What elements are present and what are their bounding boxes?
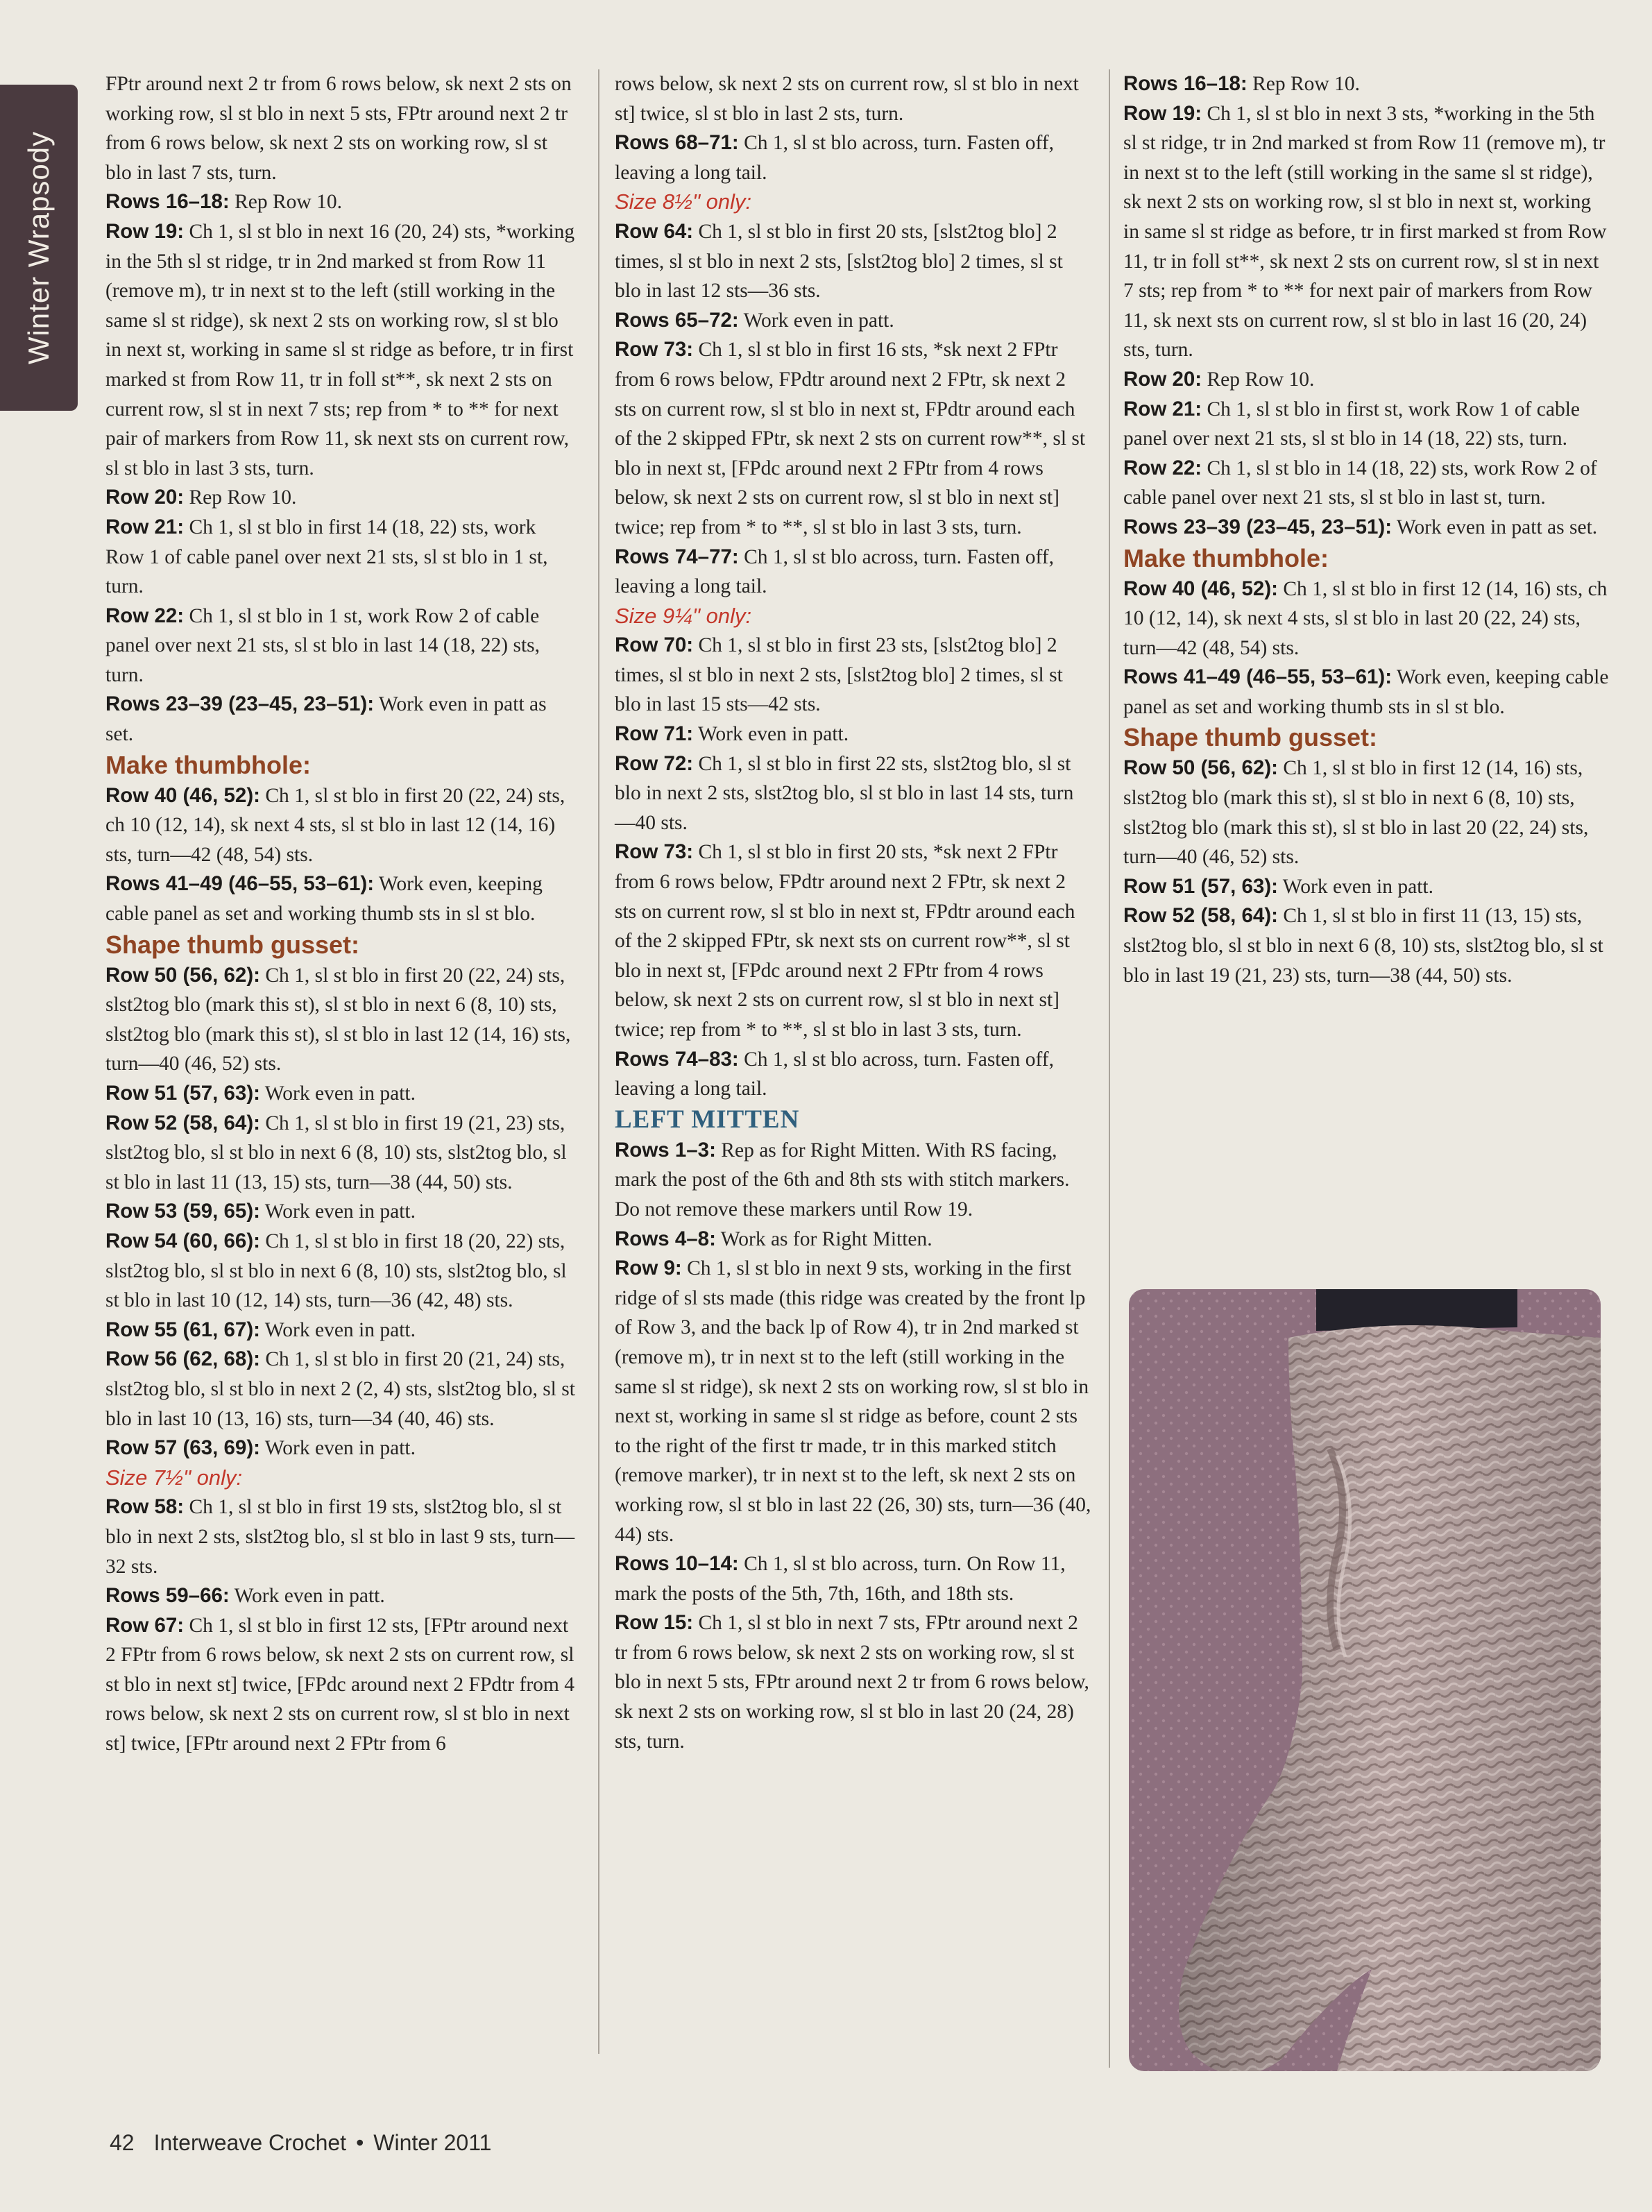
instruction-row	[1123, 513, 1609, 543]
row-text: Ch 1, sl st blo across, turn. Fasten off, leaving a long tail.	[615, 132, 1054, 184]
size-note: Size 7½" only:	[105, 1465, 243, 1490]
row-text: Work even in patt.	[259, 1437, 416, 1460]
row-text: Ch 1, sl st blo in first 12 (14, 16) sts, ch 10 (12, 14), sk next 4 sts, sl st blo in last 20 (22, 24) sts, turn—42 (48, 54) sts.	[1123, 577, 1608, 659]
left-mitten-heading: LEFT MITTEN	[615, 1105, 800, 1134]
row-text: Ch 1, sl st blo in first 23 sts, [slst2tog blo] 2 times, sl st blo in next 2 sts, [slst2tog blo] 2 times, sl st blo in last 15 sts—42 sts.	[615, 634, 1063, 716]
row-text: Work even in patt.	[259, 1318, 416, 1341]
instruction-row	[105, 1227, 577, 1316]
row-text: Rep Row 10.	[1247, 73, 1360, 95]
continued-text: rows below, sk next 2 sts on current row, sl st blo in next st] twice, sl st blo in last 2 sts, turn.	[615, 73, 1079, 125]
row-text: Work even in patt.	[229, 1585, 385, 1608]
row-label: Rows 16–18:	[1123, 72, 1247, 95]
instruction-row	[1123, 575, 1609, 663]
row-label: Row 53 (59, 65):	[105, 1200, 260, 1223]
instruction-row	[105, 781, 577, 870]
row-label: Row 73:	[615, 338, 694, 361]
row-label: Rows 68–71:	[615, 131, 739, 155]
row-label: Rows 4–8:	[615, 1227, 716, 1250]
row-label: Row 55 (61, 67):	[105, 1318, 260, 1341]
row-label: Rows 74–77:	[615, 545, 739, 568]
instruction-row	[1123, 395, 1609, 454]
instruction-row	[615, 306, 1092, 336]
row-label: Row 51 (57, 63):	[105, 1082, 260, 1105]
row-label: Rows 1–3:	[615, 1138, 716, 1162]
size-note: Size 9¼" only:	[615, 603, 752, 628]
row-text: Ch 1, sl st blo across, turn. Fasten off, leaving a long tail.	[615, 1048, 1054, 1100]
instruction-row	[105, 1079, 577, 1109]
row-label: Row 51 (57, 63):	[1123, 874, 1278, 898]
row-text: Ch 1, sl st blo in first 20 (22, 24) sts, ch 10 (12, 14), sk next 4 sts, sl st blo in last 12 (14, 16) sts, turn—42 (48, 54) sts.	[105, 784, 565, 866]
row-label: Row 64:	[615, 219, 694, 243]
row-text: Ch 1, sl st blo in next 9 sts, working in the first ridge of sl sts made (this ridge was created by the front lp of Row 3, and the back lp of Row 4), tr in 2nd marked st (remove m), tr in next st to the left (still working in the same sl st ridge), sk next 2 sts on working row, sl st blo in next st, working in same sl st ridge as before, count 2 sts to the right of the first tr made, tr in this marked stitch (remove marker), tr in next st to the left, sk next 2 sts on working row, sl st blo in last 22 (26, 30) sts, turn—36 (40, 44) sts.	[615, 1257, 1091, 1546]
row-label: Row 71:	[615, 722, 694, 746]
row-label: Row 22:	[105, 604, 185, 627]
section-heading: Make thumbhole:	[1123, 543, 1329, 572]
instruction-row	[1123, 872, 1609, 902]
row-label: Row 52 (58, 64):	[105, 1111, 260, 1134]
mitten-photo	[1129, 1289, 1601, 2071]
instruction-row	[105, 1197, 577, 1227]
row-text: Ch 1, sl st blo in first 18 (20, 22) sts, slst2tog blo, sl st blo in next 6 (8, 10) sts, slst2tog blo, sl st blo in last 10 (12, 14) sts, turn—36 (42, 48) sts.	[105, 1230, 567, 1312]
row-label: Row 56 (62, 68):	[105, 1347, 260, 1371]
issue-date: Winter 2011	[373, 2130, 492, 2155]
row-text: Ch 1, sl st blo across, turn. Fasten off, leaving a long tail.	[615, 545, 1054, 598]
instruction-row	[1123, 754, 1609, 871]
size-note: Size 8½" only:	[615, 189, 752, 214]
instruction-row	[615, 720, 1092, 749]
column-2	[615, 69, 1092, 1756]
column-divider	[1109, 69, 1110, 2068]
row-label: Row 57 (63, 69):	[105, 1436, 260, 1460]
row-text: Ch 1, sl st blo in first 20 (21, 24) sts, slst2tog blo, sl st blo in next 2 (2, 4) sts, slst2tog blo, sl st blo in last 10 (13, 16) sts, turn—34 (40, 46) sts.	[105, 1348, 575, 1430]
row-text: Ch 1, sl st blo in next 16 (20, 24) sts, *working in the 5th sl st ridge, tr in 2nd marked st from Row 11 (remove m), tr in next st to the left (still working in the same sl st ridge), sk next 2 sts on working row, sl st blo in next st, working in same sl st ridge as before, tr in first marked st from Row 11, tr in foll st**, sk next 2 sts on current row, sl st in next 7 sts; rep from * to ** for next pair of markers from Row 11, sk next sts on current row, sl st blo in last 3 sts, turn.	[105, 220, 575, 479]
row-label: Row 9:	[615, 1257, 682, 1280]
instruction-row	[1123, 365, 1609, 395]
row-label: Row 73:	[615, 840, 694, 864]
row-label: Row 70:	[615, 633, 694, 657]
instruction-row	[1123, 663, 1609, 722]
instruction-row	[615, 1045, 1092, 1104]
row-label: Row 22:	[1123, 456, 1202, 479]
row-text: Ch 1, sl st blo in first 22 sts, slst2tog blo, sl st blo in next 2 sts, slst2tog blo, sl st blo in last 14 sts, turn—40 sts.	[615, 752, 1074, 834]
instruction-row	[615, 631, 1092, 720]
row-text: Ch 1, sl st blo in first 12 sts, [FPtr around next 2 FPtr from 6 rows below, sk next 2 sts on current row, sl st blo in next st] twice, [FPdc around next 2 FPdtr from 4 rows below, sk next 2 sts on current row, sl st blo in next st] twice, [FPtr around next 2 FPtr from 6	[105, 1614, 574, 1755]
instruction-row	[615, 1549, 1092, 1608]
row-text: Ch 1, sl st blo in next 7 sts, FPtr around next 2 tr from 6 rows below, sk next 2 sts on working row, sl st blo in next 5 sts, FPtr around next 2 tr from 6 rows below, sk next 2 sts on working row, sl st blo in last 20 (24, 28) sts, turn.	[615, 1612, 1089, 1753]
instruction-row	[105, 1581, 577, 1611]
instruction-row	[615, 217, 1092, 306]
row-label: Row 50 (56, 62):	[105, 963, 260, 987]
instruction-row	[615, 1225, 1092, 1254]
instruction-row	[615, 837, 1092, 1044]
row-label: Row 72:	[615, 751, 694, 775]
row-text: Ch 1, sl st blo in first 19 (21, 23) sts, slst2tog blo, sl st blo in next 6 (8, 10) sts, slst2tog blo, sl st blo in last 11 (13, 15) sts, turn—38 (44, 50) sts.	[105, 1112, 567, 1193]
row-text: Ch 1, sl st blo in first st, work Row 1 of cable panel over next 21 sts, sl st blo in 14 (18, 22) sts, turn.	[1123, 398, 1581, 450]
row-label: Rows 16–18:	[105, 190, 230, 214]
row-text: Ch 1, sl st blo in first 14 (18, 22) sts, work Row 1 of cable panel over next 21 sts, sl st blo in 1 st, turn.	[105, 516, 548, 598]
row-label: Row 58:	[105, 1495, 185, 1519]
row-text: Work even, keeping cable panel as set and working thumb sts in sl st blo.	[1123, 666, 1609, 718]
row-text: Work even in patt.	[259, 1082, 416, 1105]
instruction-row	[615, 1254, 1092, 1549]
row-label: Row 67:	[105, 1613, 185, 1637]
row-label: Rows 41–49 (46–55, 53–61):	[1123, 665, 1393, 689]
row-text: Rep Row 10.	[1202, 368, 1315, 391]
row-label: Row 15:	[615, 1611, 694, 1635]
row-label: Rows 74–83:	[615, 1047, 739, 1071]
row-text: Ch 1, sl st blo across, turn. On Row 11, mark the posts of the 5th, 7th, 16th, and 18th sts.	[615, 1553, 1066, 1605]
row-text: Work even, keeping cable panel as set and working thumb sts in sl st blo.	[105, 873, 543, 926]
section-tab	[0, 85, 78, 411]
instruction-row	[105, 1433, 577, 1463]
row-label: Row 40 (46, 52):	[1123, 577, 1278, 600]
row-label: Row 54 (60, 66):	[105, 1229, 260, 1252]
row-label: Row 21:	[1123, 397, 1202, 420]
row-label: Row 20:	[105, 486, 185, 509]
row-label: Row 19:	[105, 219, 185, 243]
row-text: Ch 1, sl st blo in 14 (18, 22) sts, work Row 2 of cable panel over next 21 sts, sl st blo in last st, turn.	[1123, 457, 1597, 509]
row-label: Rows 41–49 (46–55, 53–61):	[105, 872, 375, 896]
instruction-row	[105, 1492, 577, 1581]
row-label: Row 21:	[105, 515, 185, 538]
column-divider	[598, 69, 599, 2054]
column-3	[1123, 69, 1609, 990]
row-text: Rep Row 10.	[229, 191, 342, 214]
row-label: Rows 23–39 (23–45, 23–51):	[1123, 515, 1393, 538]
row-label: Rows 10–14:	[615, 1552, 739, 1576]
instruction-row	[615, 128, 1092, 187]
row-text: Rep Row 10.	[184, 486, 297, 509]
row-label: Row 40 (46, 52):	[105, 783, 260, 807]
row-text: Work even in patt as set.	[1392, 516, 1598, 538]
row-text: Ch 1, sl st blo in 1 st, work Row 2 of cable panel over next 21 sts, sl st blo in last 14 (18, 22) sts, turn.	[105, 604, 540, 686]
row-label: Rows 59–66:	[105, 1584, 230, 1608]
instruction-row	[1123, 69, 1609, 99]
instruction-row	[615, 543, 1092, 602]
row-text: Work even in patt as set.	[105, 693, 547, 746]
row-text: Ch 1, sl st blo in first 11 (13, 15) sts, slst2tog blo, sl st blo in next 6 (8, 10) sts, slst2tog blo, sl st blo in last 19 (21, 23) sts, turn—38 (44, 50) sts.	[1123, 905, 1603, 987]
row-text: Ch 1, sl st blo in first 20 (22, 24) sts, slst2tog blo (mark this st), sl st blo in next 6 (8, 10) sts, slst2tog blo (mark this st), sl st blo in last 12 (14, 16) sts, turn—40 (46, 52) sts.	[105, 964, 571, 1075]
instruction-row	[105, 961, 577, 1079]
section-heading: Make thumbhole:	[105, 750, 312, 779]
instruction-row	[105, 1316, 577, 1345]
section-tab-label: Winter Wrapsody	[22, 130, 55, 365]
row-text: Ch 1, sl st blo in first 12 (14, 16) sts, slst2tog blo (mark this st), sl st blo in next 6 (8, 10) sts, slst2tog blo (mark this st), sl st blo in last 20 (22, 24) sts, turn—40 (46, 52) sts.	[1123, 757, 1589, 869]
instruction-row	[105, 602, 577, 690]
instruction-row	[615, 749, 1092, 838]
row-text: Work even in patt.	[738, 309, 894, 332]
row-label: Row 52 (58, 64):	[1123, 904, 1278, 928]
instruction-row	[1123, 901, 1609, 990]
instruction-row	[1123, 99, 1609, 365]
section-heading: Shape thumb gusset:	[1123, 723, 1378, 752]
instruction-row	[615, 335, 1092, 542]
row-label: Row 20:	[1123, 367, 1202, 391]
instruction-row	[105, 1611, 577, 1759]
continued-text: FPtr around next 2 tr from 6 rows below, sk next 2 sts on working row, sl st blo in next 5 sts, FPtr around next 2 tr from 6 rows below, sk next 2 sts on working row, sl st blo in last 7 sts, turn.	[105, 73, 572, 184]
row-text: Rep as for Right Mitten. With RS facing, mark the post of the 6th and 8th sts with stitch markers. Do not remove these markers until Row 19.	[615, 1139, 1070, 1220]
row-label: Rows 23–39 (23–45, 23–51):	[105, 692, 375, 716]
page-footer: 42 Interweave Crochet • Winter 2011	[110, 2130, 492, 2155]
row-label: Row 50 (56, 62):	[1123, 756, 1278, 780]
section-heading: Shape thumb gusset:	[105, 930, 360, 959]
row-label: Row 19:	[1123, 101, 1202, 125]
instruction-row	[615, 1608, 1092, 1756]
row-text: Work even in patt.	[1277, 875, 1433, 898]
column-1	[105, 69, 577, 1759]
row-text: Ch 1, sl st blo in first 20 sts, *sk next 2 FPtr from 6 rows below, FPdtr around next 2 FPtr, sk next 2 sts on current row, sl st blo in next st, FPdtr around each of the 2 skipped FPtr, sk next sts on current row**, sl st blo in next st, [FPdc around next 2 FPtr from 4 rows below, sk next 2 sts on current row, sl st blo in next st] twice; rep from * to **, sl st blo in last 3 sts, turn.	[615, 841, 1075, 1041]
instruction-row	[105, 1345, 577, 1433]
row-text: Ch 1, sl st blo in first 19 sts, slst2tog blo, sl st blo in next 2 sts, slst2tog blo, sl st blo in last 9 sts, turn—32 sts.	[105, 1496, 575, 1578]
row-text: Ch 1, sl st blo in first 20 sts, [slst2tog blo] 2 times, sl st blo in next 2 sts, [slst2tog blo] 2 times, sl st blo in last 12 sts—36 sts.	[615, 220, 1063, 303]
instruction-row	[615, 1136, 1092, 1225]
page-number: 42	[110, 2130, 135, 2155]
row-text: Ch 1, sl st blo in next 3 sts, *working in the 5th sl st ridge, tr in 2nd marked st from Row 11 (remove m), tr in next st to the left (still working in the same sl st ridge), sk next 2 sts on working row, sl st blo in next st, working in same sl st ridge as before, tr in first marked st from Row 11, tr in foll st**, sk next 2 sts on current row, sl st in next 7 sts; rep from * to ** for next pair of markers from Row 11, sk next sts on current row, sl st blo in last 16 (20, 24) sts, turn.	[1123, 102, 1607, 361]
instruction-row	[105, 1109, 577, 1198]
instruction-row	[105, 690, 577, 749]
instruction-row	[1123, 454, 1609, 513]
row-text: Work as for Right Mitten.	[715, 1227, 933, 1250]
instruction-row	[105, 869, 577, 928]
row-text: Work even in patt.	[259, 1200, 416, 1223]
row-label: Rows 65–72:	[615, 308, 739, 332]
instruction-row	[105, 187, 577, 217]
row-text: Work even in patt.	[693, 723, 849, 746]
instruction-row	[105, 483, 577, 513]
instruction-row	[105, 513, 577, 602]
instruction-row	[105, 217, 577, 483]
magazine-name: Interweave Crochet	[153, 2130, 347, 2155]
row-text: Ch 1, sl st blo in first 16 sts, *sk next 2 FPtr from 6 rows below, FPdtr around next 2 FPtr, sk next 2 sts on current row, sl st blo in next st, FPdtr around each of the 2 skipped FPtr, sk next 2 sts on current row**, sl st blo in next st, [FPdc around next 2 FPtr from 4 rows below, sk next 2 sts on current row, sl st blo in next st] twice; rep from * to **, sl st blo in last 3 sts, turn.	[615, 339, 1086, 538]
